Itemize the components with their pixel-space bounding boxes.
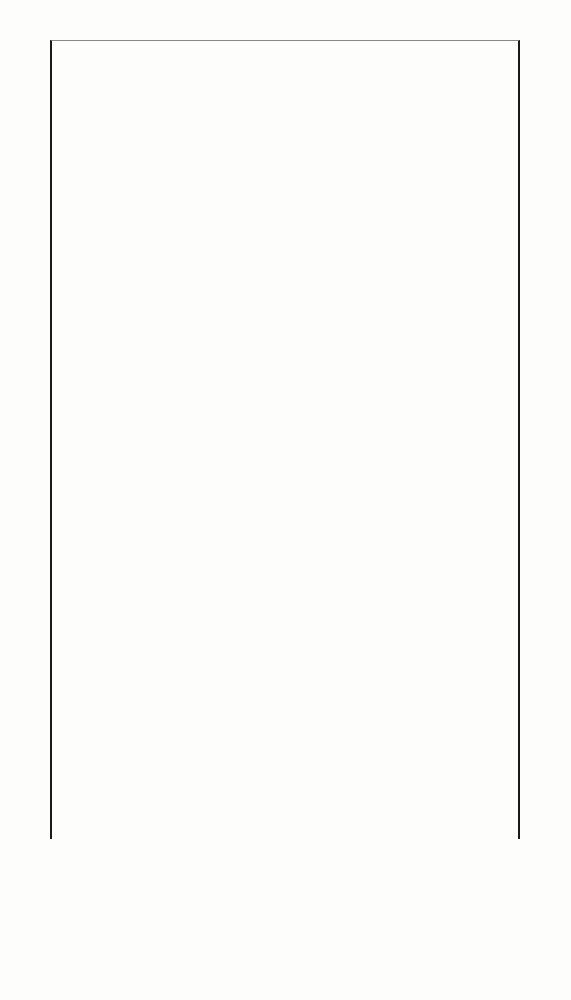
table-frame <box>50 40 520 839</box>
